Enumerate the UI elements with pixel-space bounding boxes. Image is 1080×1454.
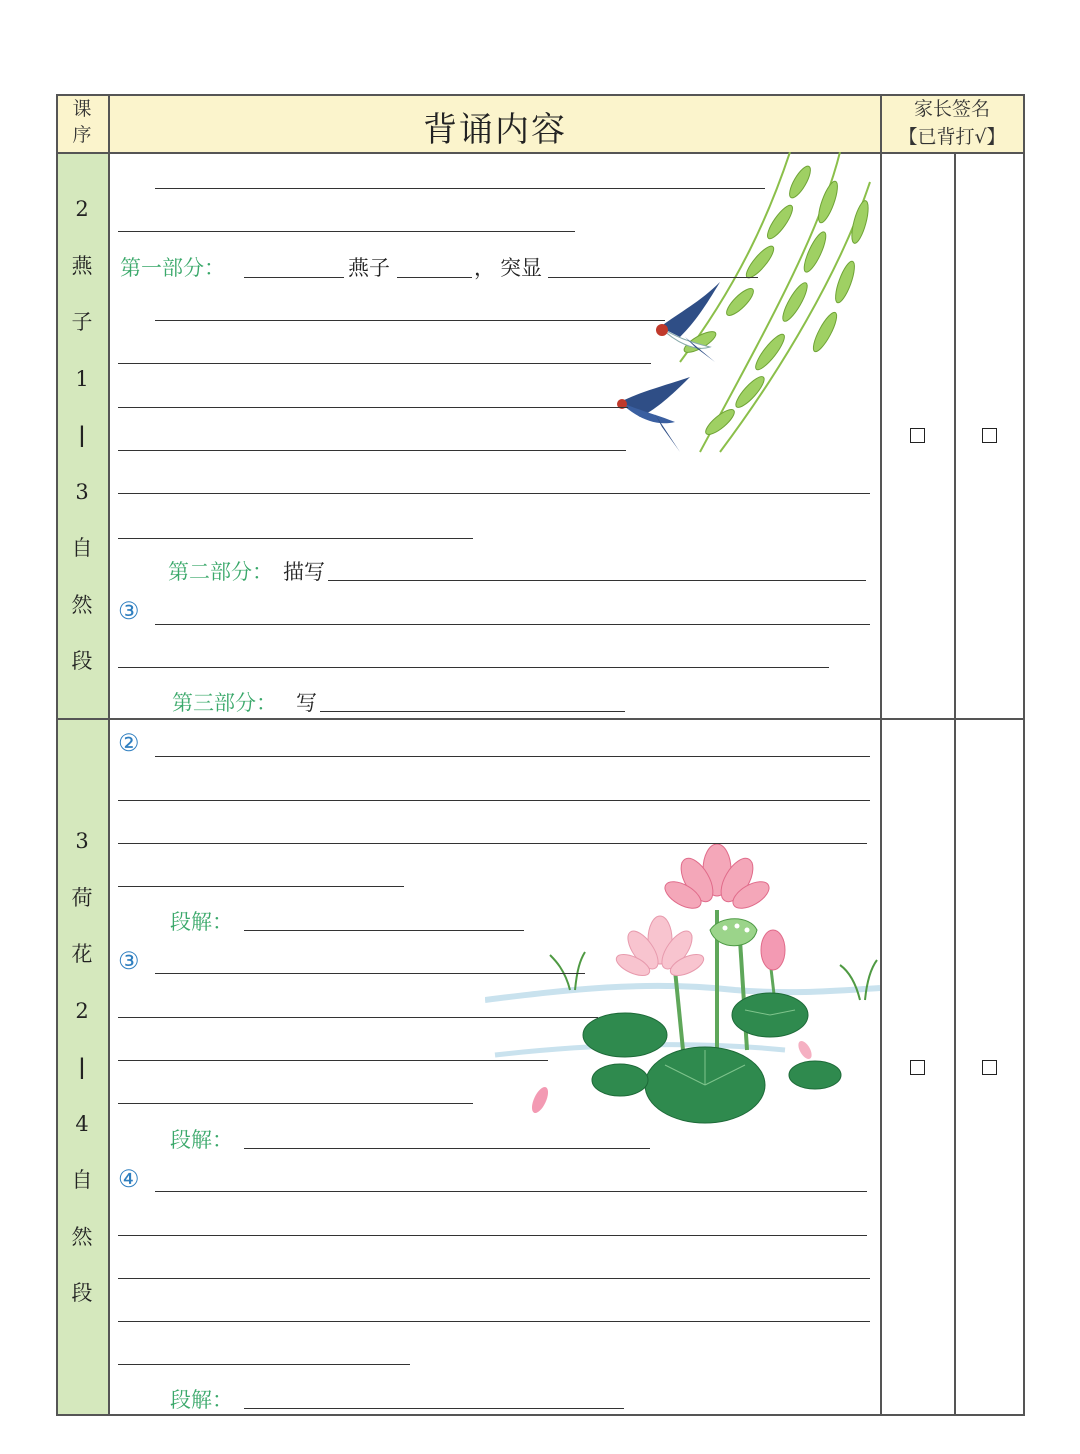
side-char: 段 (71, 649, 93, 673)
side-char: 荷 (71, 885, 93, 910)
answer-blank[interactable] (397, 277, 472, 278)
answer-blank[interactable] (244, 930, 524, 931)
answer-blank[interactable] (328, 580, 866, 581)
parent-check-box[interactable] (910, 1060, 925, 1075)
answer-blank[interactable] (155, 320, 665, 321)
part1-text-highlight: 突显 (500, 256, 542, 280)
side-char: | (78, 1054, 86, 1079)
part1-comma: ， (474, 256, 495, 280)
answer-blank[interactable] (118, 667, 829, 668)
side-char: | (78, 422, 86, 447)
part1-text-swallow: 燕子 (348, 256, 390, 280)
answer-blank[interactable] (244, 1148, 650, 1149)
answer-blank[interactable] (320, 711, 625, 712)
paragraph-marker-3: ③ (118, 597, 140, 625)
side-char: 3 (75, 829, 89, 853)
explain-label: 段解： (170, 1388, 233, 1412)
answer-blank[interactable] (548, 277, 758, 278)
side-char: 段 (71, 1281, 93, 1305)
answer-blank[interactable] (118, 843, 867, 844)
side-char: 3 (75, 479, 89, 504)
willow-swallow-illustration (600, 152, 880, 472)
answer-blank[interactable] (118, 800, 870, 801)
side-char: 子 (71, 310, 93, 334)
answer-blank[interactable] (244, 277, 344, 278)
explain-label: 段解： (170, 910, 233, 934)
answer-blank[interactable] (155, 624, 870, 625)
answer-blank[interactable] (118, 1278, 870, 1279)
header-sign-line2: 【已背打√】 (898, 126, 1006, 148)
answer-blank[interactable] (118, 1364, 410, 1365)
answer-blank[interactable] (118, 1060, 548, 1061)
answer-blank[interactable] (155, 756, 870, 757)
header-sign-line1: 家长签名 (913, 98, 990, 120)
answer-blank[interactable] (155, 188, 765, 189)
side-char: 花 (71, 942, 93, 966)
parent-check-box[interactable] (910, 428, 925, 443)
answer-blank[interactable] (244, 1408, 624, 1409)
answer-blank[interactable] (118, 1235, 867, 1236)
part2-text: 描写 (283, 560, 325, 584)
grid-line (108, 94, 110, 1416)
answer-blank[interactable] (118, 363, 651, 364)
side-char: 然 (71, 1224, 93, 1249)
paragraph-marker-4: ④ (118, 1165, 140, 1193)
part3-label: 第三部分： (172, 691, 277, 715)
grid-line (954, 152, 956, 1416)
side-char: 1 (75, 366, 89, 391)
side-char: 4 (75, 1111, 89, 1136)
grid-line (880, 94, 882, 1416)
lotus-illustration (485, 840, 880, 1130)
explain-label: 段解： (170, 1128, 233, 1152)
answer-blank[interactable] (155, 1191, 867, 1192)
parent-check-box[interactable] (982, 1060, 997, 1075)
lesson2-title-vertical (57, 813, 107, 1322)
header-content-title: 背诵内容 (423, 110, 567, 150)
answer-blank[interactable] (118, 538, 473, 539)
answer-blank[interactable] (155, 973, 585, 974)
answer-blank[interactable] (118, 493, 870, 494)
side-char: 自 (71, 536, 93, 560)
answer-blank[interactable] (118, 886, 404, 887)
paragraph-marker-3: ③ (118, 947, 140, 975)
lesson1-title-vertical (57, 181, 107, 690)
paragraph-marker-2: ② (118, 729, 140, 757)
answer-blank[interactable] (118, 1017, 598, 1018)
side-char: 然 (71, 592, 93, 617)
answer-blank[interactable] (118, 407, 628, 408)
grid-line (1023, 94, 1025, 1416)
side-char: 燕 (71, 253, 93, 278)
header-order-label: 课 序 (72, 98, 92, 146)
answer-blank[interactable] (118, 1103, 473, 1104)
part3-text: 写 (296, 691, 317, 715)
answer-blank[interactable] (118, 450, 626, 451)
side-char: 2 (75, 197, 89, 221)
answer-blank[interactable] (118, 1321, 870, 1322)
parent-check-box[interactable] (982, 428, 997, 443)
answer-blank[interactable] (118, 231, 575, 232)
side-char: 自 (71, 1168, 93, 1192)
part2-label: 第二部分： (168, 560, 273, 584)
side-char: 2 (75, 998, 89, 1023)
part1-label: 第一部分： (120, 256, 225, 280)
